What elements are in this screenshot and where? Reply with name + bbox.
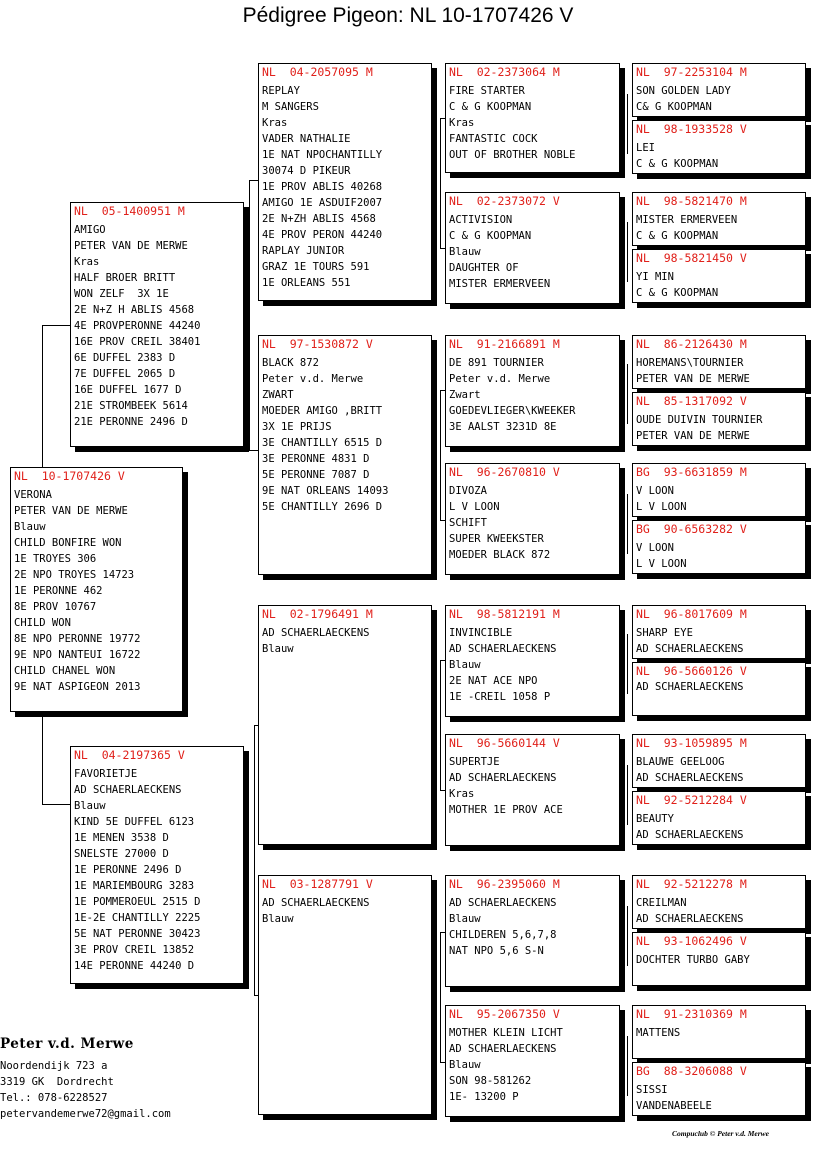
card-line: AD SCHAERLAECKENS [636,643,744,655]
ring-number: NL 02-2373064 M [449,65,560,79]
pedigree-card-gen5[interactable] [632,932,806,986]
ring-number: NL 96-5660144 V [449,736,560,750]
ring-number: NL 91-2310369 M [636,1007,747,1021]
card-line: KIND 5E DUFFEL 6123 [74,816,195,828]
card-line: 1E PERONNE 462 [14,585,103,597]
card-line: CHILD BONFIRE WON [14,537,122,549]
card-line: BLAUWE GEELOOG [636,756,725,768]
card-line: 2E N+ZH ABLIS 4568 [262,213,376,225]
card-line: 3E CHANTILLY 6515 D [262,437,383,449]
card-line: Kras [262,117,288,129]
pedigree-card-gen5[interactable] [632,120,806,174]
card-line: SISSI [636,1084,668,1096]
pedigree-card-gen5[interactable] [632,520,806,574]
pedigree-card-sire[interactable] [70,202,244,447]
connector-line [627,765,628,825]
ring-number: NL 97-2253104 M [636,65,747,79]
ring-number: BG 90-6563282 V [636,522,747,536]
ring-number: NL 02-2373072 V [449,194,560,208]
ring-number: NL 04-2197365 V [74,748,185,762]
pedigree-card-subject[interactable] [10,467,183,712]
connector-line [42,325,70,326]
card-line: PETER VAN DE MERWE [636,373,750,385]
page-title: Pédigree Pigeon: NL 10-1707426 V [242,4,574,27]
card-line: 4E PROVPERONNE 44240 [74,320,201,332]
ring-number: NL 98-5821470 M [636,194,747,208]
card-line: PETER VAN DE MERWE [14,505,128,517]
copyright-credit: Compuclub © Peter v.d. Merwe [672,1129,769,1138]
pedigree-card-gen5[interactable] [632,875,806,929]
connector-line [440,390,441,520]
pedigree-card-gen4[interactable] [445,605,620,717]
card-line: MISTER ERMERVEEN [449,278,551,290]
ring-number: NL 96-8017609 M [636,607,747,621]
pedigree-card-gen3[interactable] [258,63,432,301]
ring-number: NL 96-5660126 V [636,664,747,678]
ring-number: NL 96-2395060 M [449,877,560,891]
connector-line [440,118,441,248]
card-line: SCHIFT [449,517,487,529]
connector-line [627,222,628,282]
card-line: FAVORIETJE [74,768,138,780]
card-line: 7E DUFFEL 2065 D [74,368,176,380]
ring-number: NL 10-1707426 V [14,469,125,483]
owner-name: Peter v.d. Merwe [0,1036,134,1052]
card-line: AD SCHAERLAECKENS [636,681,744,693]
ring-number: NL 98-5821450 V [636,251,747,265]
card-line: 1E NAT NPOCHANTILLY [262,149,383,161]
card-line: AD SCHAERLAECKENS [449,643,557,655]
ring-number: NL 85-1317092 V [636,394,747,408]
ring-number: NL 02-1796491 M [262,607,373,621]
pedigree-card-gen5[interactable] [632,63,806,117]
card-line: 2E NAT ACE NPO [449,675,538,687]
card-line: SNELSTE 27000 D [74,848,169,860]
card-line: WON ZELF 3X 1E [74,288,169,300]
ring-number: BG 93-6631859 M [636,465,747,479]
card-line: CHILD WON [14,617,71,629]
card-line: 8E PROV 10767 [14,601,97,613]
ring-number: BG 88-3206088 V [636,1064,747,1078]
pedigree-card-gen3[interactable] [258,875,432,1115]
card-line: PETER VAN DE MERWE [636,430,750,442]
card-line: MISTER ERMERVEEN [636,214,738,226]
card-line: MOEDER BLACK 872 [449,549,551,561]
owner-address: Noordendijk 723 a [0,1060,108,1072]
pedigree-card-dam[interactable] [70,746,244,984]
ring-number: NL 91-2166891 M [449,337,560,351]
card-line: ZWART [262,389,294,401]
card-line: C & G KOOPMAN [636,158,719,170]
card-line: AD SCHAERLAECKENS [636,829,744,841]
pedigree-card-gen5[interactable] [632,662,806,716]
ring-number: NL 95-2067350 V [449,1007,560,1021]
card-line: L V LOON [449,501,500,513]
card-line: 3X 1E PRIJS [262,421,332,433]
pedigree-card-gen5[interactable] [632,605,806,659]
card-line: 1E TROYES 306 [14,553,97,565]
card-line: INVINCIBLE [449,627,513,639]
card-line: HOREMANS\TOURNIER [636,357,744,369]
card-line: C & G KOOPMAN [636,230,719,242]
card-line: 1E ORLEANS 551 [262,277,351,289]
pedigree-card-gen5[interactable] [632,335,806,389]
pedigree-card-gen5[interactable] [632,463,806,517]
card-line: 4E PROV PERON 44240 [262,229,383,241]
connector-line [627,94,628,154]
card-line: VADER NATHALIE [262,133,351,145]
card-line: BLACK 872 [262,357,319,369]
connector-line [42,804,70,805]
card-line: Blauw [449,246,481,258]
connector-line [42,712,43,804]
card-line: 8E NPO PERONNE 19772 [14,633,141,645]
card-line: Kras [449,117,475,129]
card-line: L V LOON [636,501,687,513]
ring-number: NL 05-1400951 M [74,204,185,218]
card-line: CHILDEREN 5,6,7,8 [449,929,557,941]
pedigree-card-gen4[interactable] [445,1005,620,1117]
card-line: 14E PERONNE 44240 D [74,960,195,972]
card-line: 6E DUFFEL 2383 D [74,352,176,364]
card-line: Blauw [449,913,481,925]
ring-number: NL 98-5812191 M [449,607,560,621]
card-line: 3E PROV CREIL 13852 [74,944,195,956]
card-line: DOCHTER TURBO GABY [636,954,750,966]
card-line: SHARP EYE [636,627,693,639]
card-line: Blauw [14,521,46,533]
ring-number: NL 97-1530872 V [262,337,373,351]
card-line: 9E NAT ASPIGEON 2013 [14,681,141,693]
pedigree-card-gen5[interactable] [632,1005,806,1059]
card-line: 1E MENEN 3538 D [74,832,169,844]
card-line: SUPERTJE [449,756,500,768]
ring-number: NL 92-5212284 V [636,793,747,807]
pedigree-card-gen4[interactable] [445,875,620,987]
owner-email[interactable]: petervandemerwe72@gmail.com [0,1108,171,1120]
card-line: VERONA [14,489,52,501]
card-line: ACTIVISION [449,214,513,226]
card-line: 16E DUFFEL 1677 D [74,384,182,396]
card-line: 3E AALST 3231D 8E [449,421,557,433]
card-line: 5E CHANTILLY 2696 D [262,501,383,513]
card-line: 9E NPO NANTEUI 16722 [14,649,141,661]
card-line: MOTHER 1E PROV ACE [449,804,563,816]
card-line: AD SCHAERLAECKENS [262,627,370,639]
card-line: REPLAY [262,85,300,97]
card-line: AD SCHAERLAECKENS [262,897,370,909]
card-line: Peter v.d. Merwe [262,373,364,385]
card-line: V LOON [636,485,674,497]
connector-line [254,725,255,995]
card-line: Blauw [449,1059,481,1071]
card-line: RAPLAY JUNIOR [262,245,345,257]
card-line: 1E- 13200 P [449,1091,519,1103]
card-line: 16E PROV CREIL 38401 [74,336,201,348]
card-line: 30074 D PIKEUR [262,165,351,177]
card-line: M SANGERS [262,101,319,113]
card-line: V LOON [636,542,674,554]
card-line: 3E PERONNE 4831 D [262,453,370,465]
card-line: AMIGO [74,224,106,236]
card-line: FIRE STARTER [449,85,525,97]
card-line: VANDENABEELE [636,1100,712,1112]
card-line: YI MIN [636,271,674,283]
ring-number: NL 93-1059895 M [636,736,747,750]
card-line: 1E POMMEROEUL 2515 D [74,896,201,908]
card-line: CHILD CHANEL WON [14,665,116,677]
card-line: 9E NAT ORLEANS 14093 [262,485,389,497]
card-line: AD SCHAERLAECKENS [636,913,744,925]
owner-phone: Tel.: 078-6228527 [0,1092,108,1104]
ring-number: NL 04-2057095 M [262,65,373,79]
connector-line [249,180,258,181]
card-line: C& G KOOPMAN [636,101,712,113]
connector-line [627,906,628,966]
card-line: Peter v.d. Merwe [449,373,551,385]
card-line: PETER VAN DE MERWE [74,240,188,252]
card-line: AD SCHAERLAECKENS [636,772,744,784]
connector-line [627,634,628,694]
card-line: AD SCHAERLAECKENS [449,897,557,909]
card-line: OUT OF BROTHER NOBLE [449,149,576,161]
connector-line [627,494,628,554]
card-line: HALF BROER BRITT [74,272,176,284]
card-line: C & G KOOPMAN [636,287,719,299]
ring-number: NL 98-1933528 V [636,122,747,136]
card-line: FANTASTIC COCK [449,133,538,145]
pedigree-card-gen4[interactable] [445,192,620,304]
card-line: DAUGHTER OF [449,262,519,274]
card-line: 2E N+Z H ABLIS 4568 [74,304,195,316]
pedigree-card-gen5[interactable] [632,392,806,446]
card-line: L V LOON [636,558,687,570]
card-line: 21E PERONNE 2496 D [74,416,188,428]
card-line: 1E MARIEMBOURG 3283 [74,880,195,892]
card-line: 1E PROV ABLIS 40268 [262,181,383,193]
card-line: GOEDEVLIEGER\KWEEKER [449,405,576,417]
connector-line [249,180,250,450]
card-line: Blauw [74,800,106,812]
card-line: MOEDER AMIGO ,BRITT [262,405,383,417]
connector-line [627,1036,628,1096]
card-line: 1E PERONNE 2496 D [74,864,182,876]
card-line: BEAUTY [636,813,674,825]
owner-city: 3319 GK Dordrecht [0,1076,114,1088]
connector-line [440,932,441,1062]
card-line: 5E NAT PERONNE 30423 [74,928,201,940]
card-line: Kras [449,788,475,800]
card-line: Zwart [449,389,481,401]
pedigree-card-gen4[interactable] [445,463,620,575]
card-line: 1E-2E CHANTILLY 2225 [74,912,201,924]
connector-line [42,325,43,468]
ring-number: NL 93-1062496 V [636,934,747,948]
pedigree-card-gen3[interactable] [258,605,432,845]
ring-number: NL 86-2126430 M [636,337,747,351]
card-line: AD SCHAERLAECKENS [449,772,557,784]
card-line: SON GOLDEN LADY [636,85,731,97]
card-line: AMIGO 1E ASDUIF2007 [262,197,383,209]
card-line: AD SCHAERLAECKENS [74,784,182,796]
pedigree-card-gen4[interactable] [445,734,620,846]
card-line: OUDE DUIVIN TOURNIER [636,414,763,426]
ring-number: NL 92-5212278 M [636,877,747,891]
card-line: Kras [74,256,100,268]
pedigree-card-gen5[interactable] [632,249,806,303]
card-line: Blauw [449,659,481,671]
card-line: 2E NPO TROYES 14723 [14,569,135,581]
card-line: DIVOZA [449,485,487,497]
ring-number: NL 03-1287791 V [262,877,373,891]
card-line: GRAZ 1E TOURS 591 [262,261,370,273]
pedigree-card-gen3[interactable] [258,335,432,575]
card-line: Blauw [262,913,294,925]
connector-line [440,660,441,790]
card-line: AD SCHAERLAECKENS [449,1043,557,1055]
card-line: MATTENS [636,1027,681,1039]
card-line: SUPER KWEEKSTER [449,533,544,545]
card-line: CREILMAN [636,897,687,909]
card-line: DE 891 TOURNIER [449,357,544,369]
card-line: Blauw [262,643,294,655]
connector-line [627,364,628,424]
ring-number: NL 96-2670810 V [449,465,560,479]
card-line: 21E STROMBEEK 5614 [74,400,188,412]
pedigree-card-gen4[interactable] [445,335,620,447]
card-line: C & G KOOPMAN [449,101,532,113]
pedigree-card-gen5[interactable] [632,791,806,845]
card-line: 5E PERONNE 7087 D [262,469,370,481]
connector-line [249,450,258,451]
pedigree-card-gen5[interactable] [632,1062,806,1116]
pedigree-card-gen5[interactable] [632,734,806,788]
card-line: MOTHER KLEIN LICHT [449,1027,563,1039]
card-line: C & G KOOPMAN [449,230,532,242]
card-line: SON 98-581262 [449,1075,532,1087]
card-line: LEI [636,142,655,154]
pedigree-card-gen5[interactable] [632,192,806,246]
card-line: NAT NPO 5,6 S-N [449,945,544,957]
pedigree-card-gen4[interactable] [445,63,620,173]
card-line: 1E -CREIL 1058 P [449,691,551,703]
